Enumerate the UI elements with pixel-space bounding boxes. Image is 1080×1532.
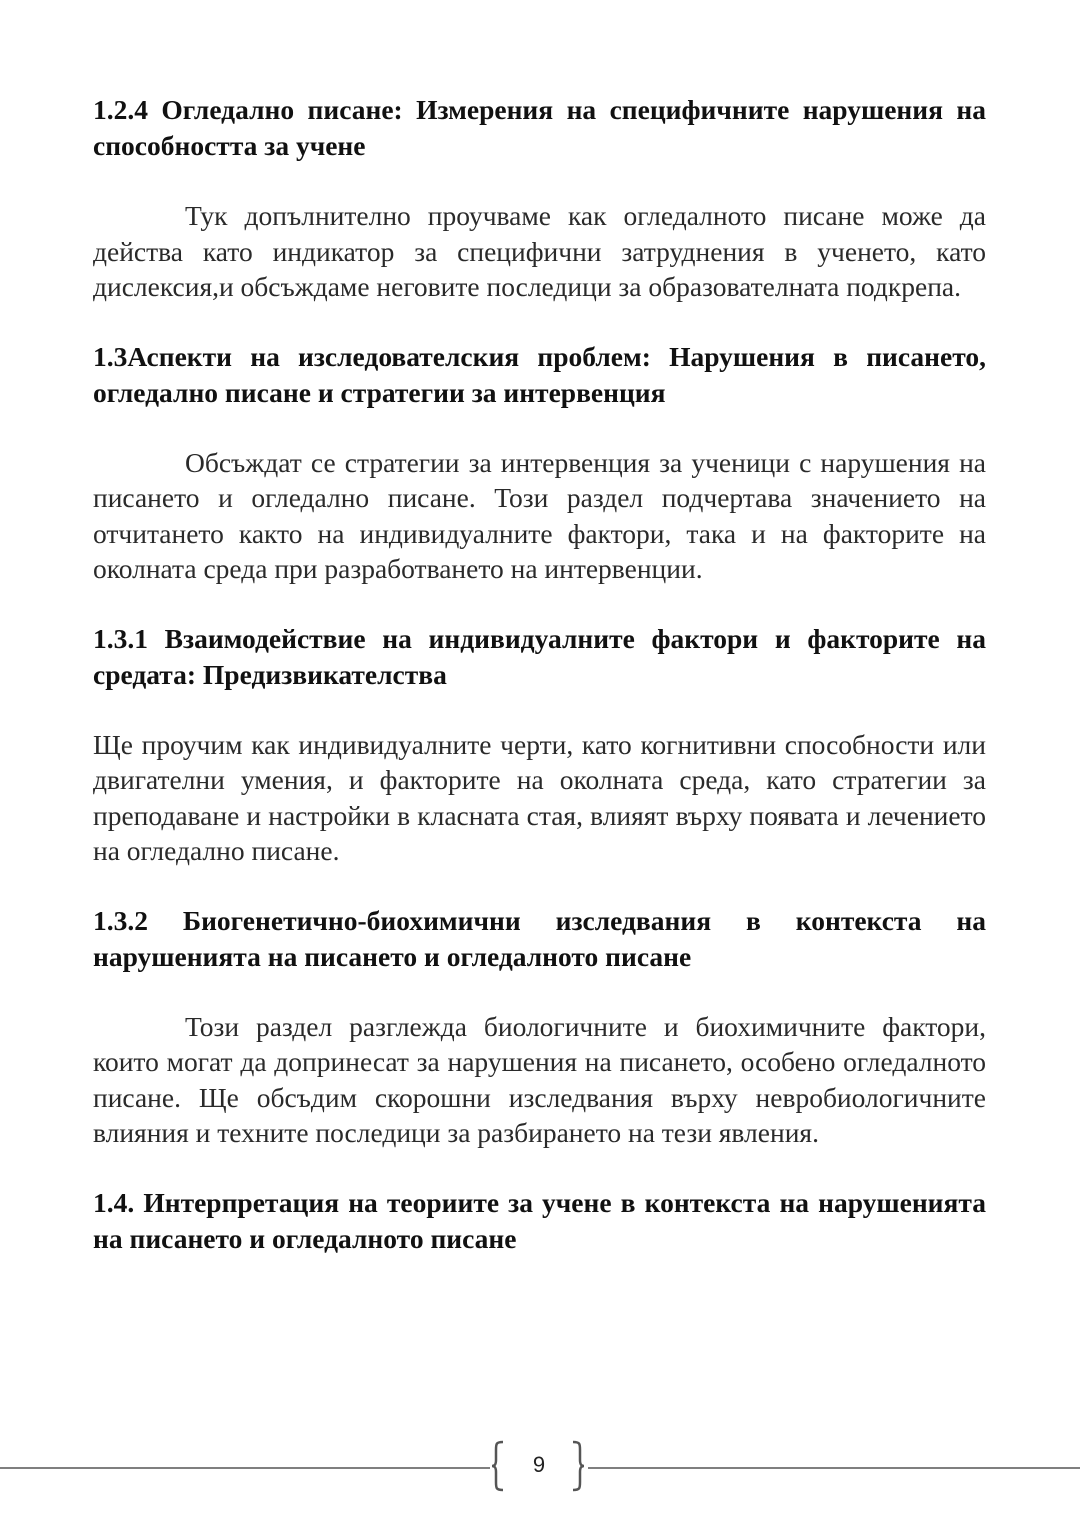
section-heading: 1.4. Интерпретация на теориите за учене в контекста на нарушенията на писането и огледалното писане — [93, 1186, 986, 1254]
page-content — [93, 92, 986, 1257]
page-number: 9 — [532, 1452, 546, 1477]
section-1-4 — [93, 1185, 986, 1257]
section-paragraph: Този раздел разглежда биологичните и биохимичните фактори, които могат да допринесат за нарушения на писането, особено огледалното писане. Ще обсъдим скорошни изследвания върху невробиологичните влияния и техните последици за разбирането на тези явления. — [93, 1010, 986, 1148]
section-1-3 — [93, 339, 986, 587]
section-1-2-4 — [93, 92, 986, 305]
footer-rule-left — [0, 1467, 490, 1469]
section-paragraph: Обсъждат се стратегии за интервенция за ученици с нарушения на писането и огледално писане. Този раздел подчертава значението на отчитането както на индивидуалните фактори, така и на факторите на околната среда при разработването на интервенции. — [93, 446, 986, 584]
footer-rule-right — [588, 1467, 1080, 1469]
section-heading: 1.2.4 Огледално писане: Измерения на специфичните нарушения на способността за учене — [93, 94, 986, 161]
section-paragraph: Ще проучим как индивидуалните черти, като когнитивни способности или двигателни умения, и факторите на околната среда, като стратегии за преподаване и настройки в класната стая, влияят върху появата и лечението на огледално писане. — [93, 728, 986, 866]
section-heading: 1.3Аспекти на изследователския проблем: Нарушения в писането, огледално писане и стратегии за интервенция — [93, 340, 986, 408]
section-heading: 1.3.1 Взаимодействие на индивидуалните фактори и факторите на средата: Предизвикателства — [93, 622, 986, 690]
section-1-3-2 — [93, 903, 986, 1151]
section-heading: 1.3.2 Биогенетично-биохимични изследвания в контекста на нарушенията на писането и огледалното писане — [93, 904, 986, 972]
right-brace-icon — [570, 1440, 586, 1492]
section-paragraph: Тук допълнително проучваме как огледалното писане може да действа като индикатор за специфични затруднения в ученето, като дислексия,и обсъждаме неговите последици за образователната подкрепа. — [93, 200, 986, 302]
left-brace-icon — [490, 1440, 506, 1492]
section-1-3-1 — [93, 621, 986, 869]
